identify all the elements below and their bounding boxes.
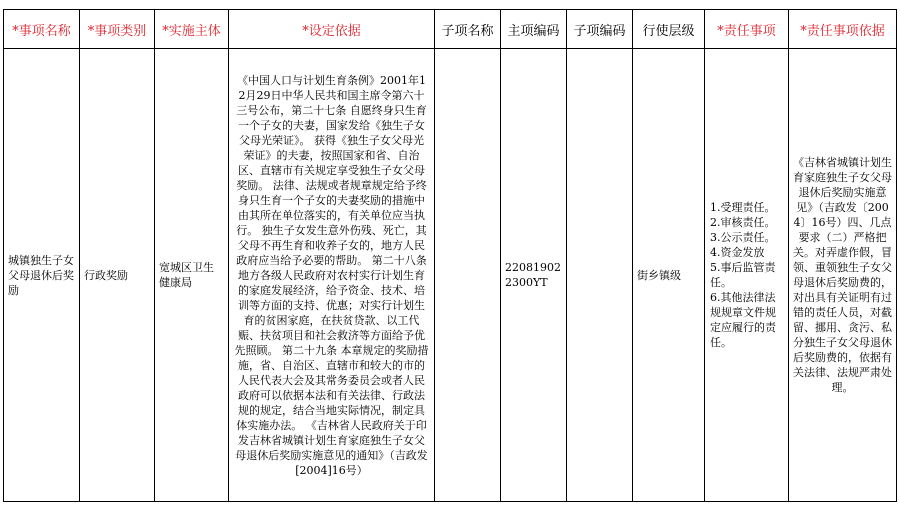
header-main-code: 主项编码: [501, 10, 567, 49]
implementer-text: 宽城区卫生健康局: [159, 261, 214, 289]
header-implementer: *实施主体: [155, 10, 229, 49]
responsibility-item: 6.其他法律法规规章文件规定应履行的责任。: [710, 291, 776, 349]
table-row: [4, 49, 897, 502]
header-responsibility-basis: *责任事项依据: [789, 10, 897, 49]
cell-level: [633, 49, 705, 502]
responsibility-item: 5.事后监管责任。: [710, 261, 776, 289]
level-text: 街乡镇级: [637, 268, 681, 282]
header-item-category: *事项类别: [80, 10, 155, 49]
header-sub-code: 子项编码: [567, 10, 633, 49]
header-item-name: *事项名称: [4, 10, 80, 49]
responsibility-item: 3.公示责任。: [710, 231, 776, 244]
main-code-text: 220819022300YT: [505, 261, 561, 289]
basis-text: 《中国人口与计划生育条例》2001年12月29日中华人民共和国主席令第六十三号公布，第二十七条 自愿终身只生育一个子女的夫妻，国家发给《独生子女父母光荣证》。 获得《独生子女父母光荣证》的夫妻，按照国家和省、自治区、直辖市有关规定享受独生子女父母奖励。 法律、法规或者规章规定给予终身只生育一个子女的夫妻奖励的措施中由其所在单位落实的，有关单位应当执行。 独生子女发生意外伤残、死亡，其父母不再生育和收养子女的，地方人民政府应当给予必要的帮助。 第二十八条 地方各级人民政府对农村实行计划生育的家庭发展经济，给予资金、技术、培训等方面的支持、优惠；对实行计划生育的贫困家庭，在扶贫贷款、以工代赈、扶贫项目和社会救济等方面给予优先照顾。 第二十九条 本章规定的奖励措施，省、自治区、直辖市和较大的市的人民代表大会及其常务委员会或者人民政府可以依据本法和有关法律、行政法规的规定，结合当地实际情况，制定具体实施办法。 《吉林省人民政府关于印发吉林省城镇计划生育家庭独生子女父母退休后奖励实施意见的通知》（吉政发[2004]16号）: [234, 73, 429, 477]
header-level: 行使层级: [633, 10, 705, 49]
header-sub-item-name: 子项名称: [435, 10, 501, 49]
cell-sub-item-name: [435, 49, 501, 502]
item-category-text: 行政奖励: [84, 268, 128, 282]
cell-responsibilities: [705, 49, 789, 502]
responsibilities-list: [705, 200, 788, 350]
responsibility-item: 2.审核责任。: [710, 216, 776, 229]
table-header-row: [4, 10, 897, 49]
cell-responsibility-basis: [789, 49, 897, 502]
cell-item-name: [4, 49, 80, 502]
cell-item-category: [80, 49, 155, 502]
header-basis: *设定依据: [229, 10, 435, 49]
responsibility-item: 4.资金发放: [710, 246, 765, 259]
responsibility-basis-text: 《吉林省城镇计划生育家庭独生子女父母退休后奖励实施意见》（吉政发〔2004〕16号）四、几点要求（二）严格把关。对弄虚作假，冒领、重领独生子女父母退休后奖励费的，对出具有关证明有过错的责任人员，对截留、挪用、贪污、私分独生子女父母退休后奖励费的，依据有关法律、法规严肃处理。: [793, 156, 892, 394]
responsibility-item: 1.受理责任。: [710, 201, 776, 214]
cell-main-code: [501, 49, 567, 502]
item-name-text: 城镇独生子女父母退休后奖励: [8, 253, 74, 297]
cell-basis: [229, 49, 435, 502]
header-responsibilities: *责任事项: [705, 10, 789, 49]
cell-sub-code: [567, 49, 633, 502]
cell-implementer: [155, 49, 229, 502]
item-table: [3, 9, 897, 502]
